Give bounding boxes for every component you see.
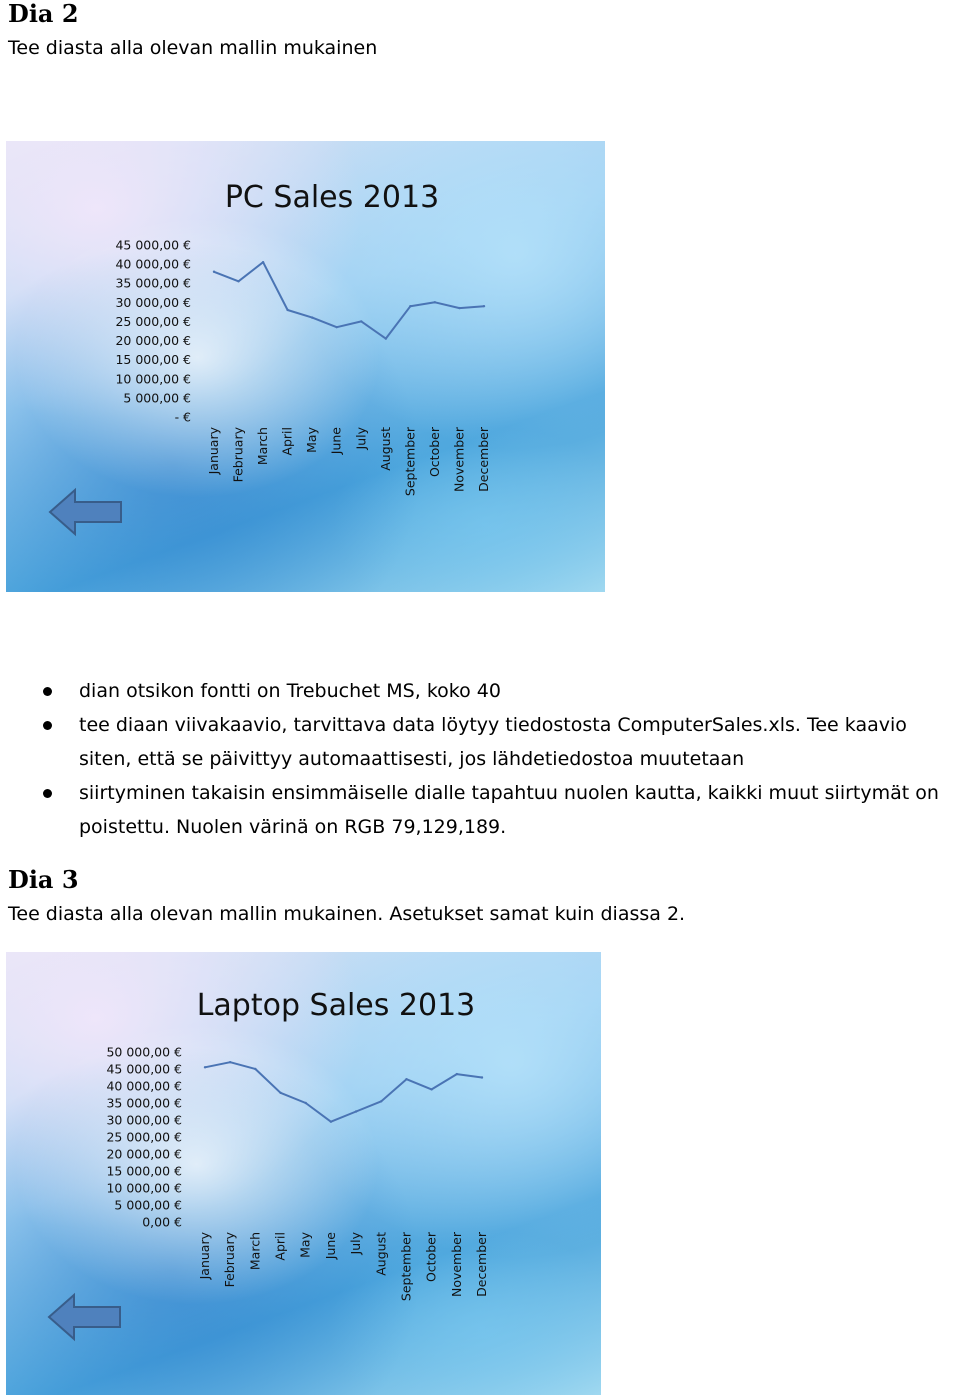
x-tick-label: January [206,427,221,475]
x-tick-label: February [222,1232,238,1288]
y-tick-label: 15 000,00 € [106,1163,182,1179]
series-line [205,1062,482,1122]
data-point [262,261,264,263]
data-point [409,305,411,307]
x-tick-label: October [423,1232,439,1283]
section-instruction-dia-3: Tee diasta alla olevan mallin mukainen. Asetukset samat kuin diassa 2. [8,903,686,925]
y-tick-label: 10 000,00 € [106,1180,182,1196]
x-tick-label: November [448,1232,464,1298]
data-point [456,1073,458,1075]
left-arrow-icon[interactable] [50,490,121,534]
x-tick-label: March [255,427,271,466]
y-tick-label: 35 000,00 € [115,275,191,291]
x-tick-label: May [297,1232,313,1258]
x-tick-label: July [348,1232,364,1255]
data-point [305,1102,307,1104]
y-tick-label: 45 000,00 € [106,1061,182,1077]
bullet-dot-icon [43,721,52,730]
y-tick-label: 20 000,00 € [115,333,191,349]
y-tick-label: 5 000,00 € [114,1197,182,1213]
data-point [237,280,239,282]
x-tick-label: February [230,427,246,483]
data-point [360,320,362,322]
y-tick-label: 10 000,00 € [115,371,191,387]
data-point [483,305,485,307]
x-tick-label: September [398,1232,414,1302]
y-tick-label: 15 000,00 € [115,352,191,368]
y-tick-label: 0,00 € [142,1214,182,1230]
x-tick-label: June [322,1232,338,1260]
data-point [481,1076,483,1078]
data-point [254,1068,256,1070]
data-point [458,307,460,309]
line-chart [6,952,601,1395]
x-tick-label: April [272,1232,288,1261]
list-item-text: tee diaan viivakaavio, tarvittava data löytyy tiedostosta ComputerSales.xls. Tee kaavio [79,714,907,736]
list-item-text: siirtyminen takaisin ensimmäiselle dialle tapahtuu nuolen kautta, kaikki muut siirtymät on [79,782,939,804]
x-tick-label: March [247,1232,263,1271]
bullet-dot-icon [43,789,52,798]
pc-sales-slide [6,141,605,592]
x-tick-label: April [279,427,295,456]
data-point [355,1110,357,1112]
data-point [213,271,215,273]
x-tick-label: June [328,427,344,455]
y-tick-label: 30 000,00 € [106,1112,182,1128]
data-point [434,301,436,303]
laptop-sales-slide [6,952,601,1395]
x-tick-label: October [426,427,442,478]
y-tick-label: 35 000,00 € [106,1095,182,1111]
x-tick-label: December [476,427,491,492]
data-point [286,309,288,311]
y-tick-label: 40 000,00 € [115,256,191,272]
x-tick-label: December [474,1232,489,1297]
y-tick-label: 5 000,00 € [123,390,191,406]
data-point [380,1100,382,1102]
x-tick-label: August [377,427,393,471]
x-tick-label: September [402,427,418,497]
data-point [405,1078,407,1080]
list-item-text: poistettu. Nuolen värinä on RGB 79,129,189. [79,816,507,838]
back-arrow-button[interactable] [49,1295,120,1339]
left-arrow-icon[interactable] [49,1295,120,1339]
data-point [279,1092,281,1094]
list-item-text: dian otsikon fontti on Trebuchet MS, koko 40 [79,680,501,702]
y-tick-label: 20 000,00 € [106,1146,182,1162]
y-tick-label: 45 000,00 € [115,237,191,253]
chart-title: Laptop Sales 2013 [196,988,476,1023]
data-point [430,1088,432,1090]
data-point [229,1061,231,1063]
list-item-text: siten, että se päivittyy automaattisesti, jos lähdetiedostoa muutetaan [79,748,745,770]
chart-title: PC Sales 2013 [224,180,440,215]
x-tick-label: July [353,427,369,450]
section-instruction-dia-2: Tee diasta alla olevan mallin mukainen [8,37,378,59]
section-heading-dia-3: Dia 3 [8,865,79,894]
bullet-dot-icon [43,687,52,696]
y-tick-label: 25 000,00 € [115,313,191,329]
line-chart [6,141,605,592]
data-point [385,337,387,339]
back-arrow-button[interactable] [50,490,121,534]
x-tick-label: August [373,1232,389,1276]
x-tick-label: January [197,1232,212,1280]
y-tick-label: 25 000,00 € [106,1129,182,1145]
data-point [336,326,338,328]
data-point [204,1066,206,1068]
x-tick-label: May [304,427,320,453]
x-tick-label: November [451,427,467,493]
y-tick-label: 50 000,00 € [106,1044,182,1060]
series-line [214,262,484,338]
data-point [311,316,313,318]
y-tick-label: - € [174,409,191,425]
y-tick-label: 40 000,00 € [106,1078,182,1094]
data-point [330,1121,332,1123]
section-heading-dia-2: Dia 2 [8,0,79,28]
y-tick-label: 30 000,00 € [115,294,191,310]
